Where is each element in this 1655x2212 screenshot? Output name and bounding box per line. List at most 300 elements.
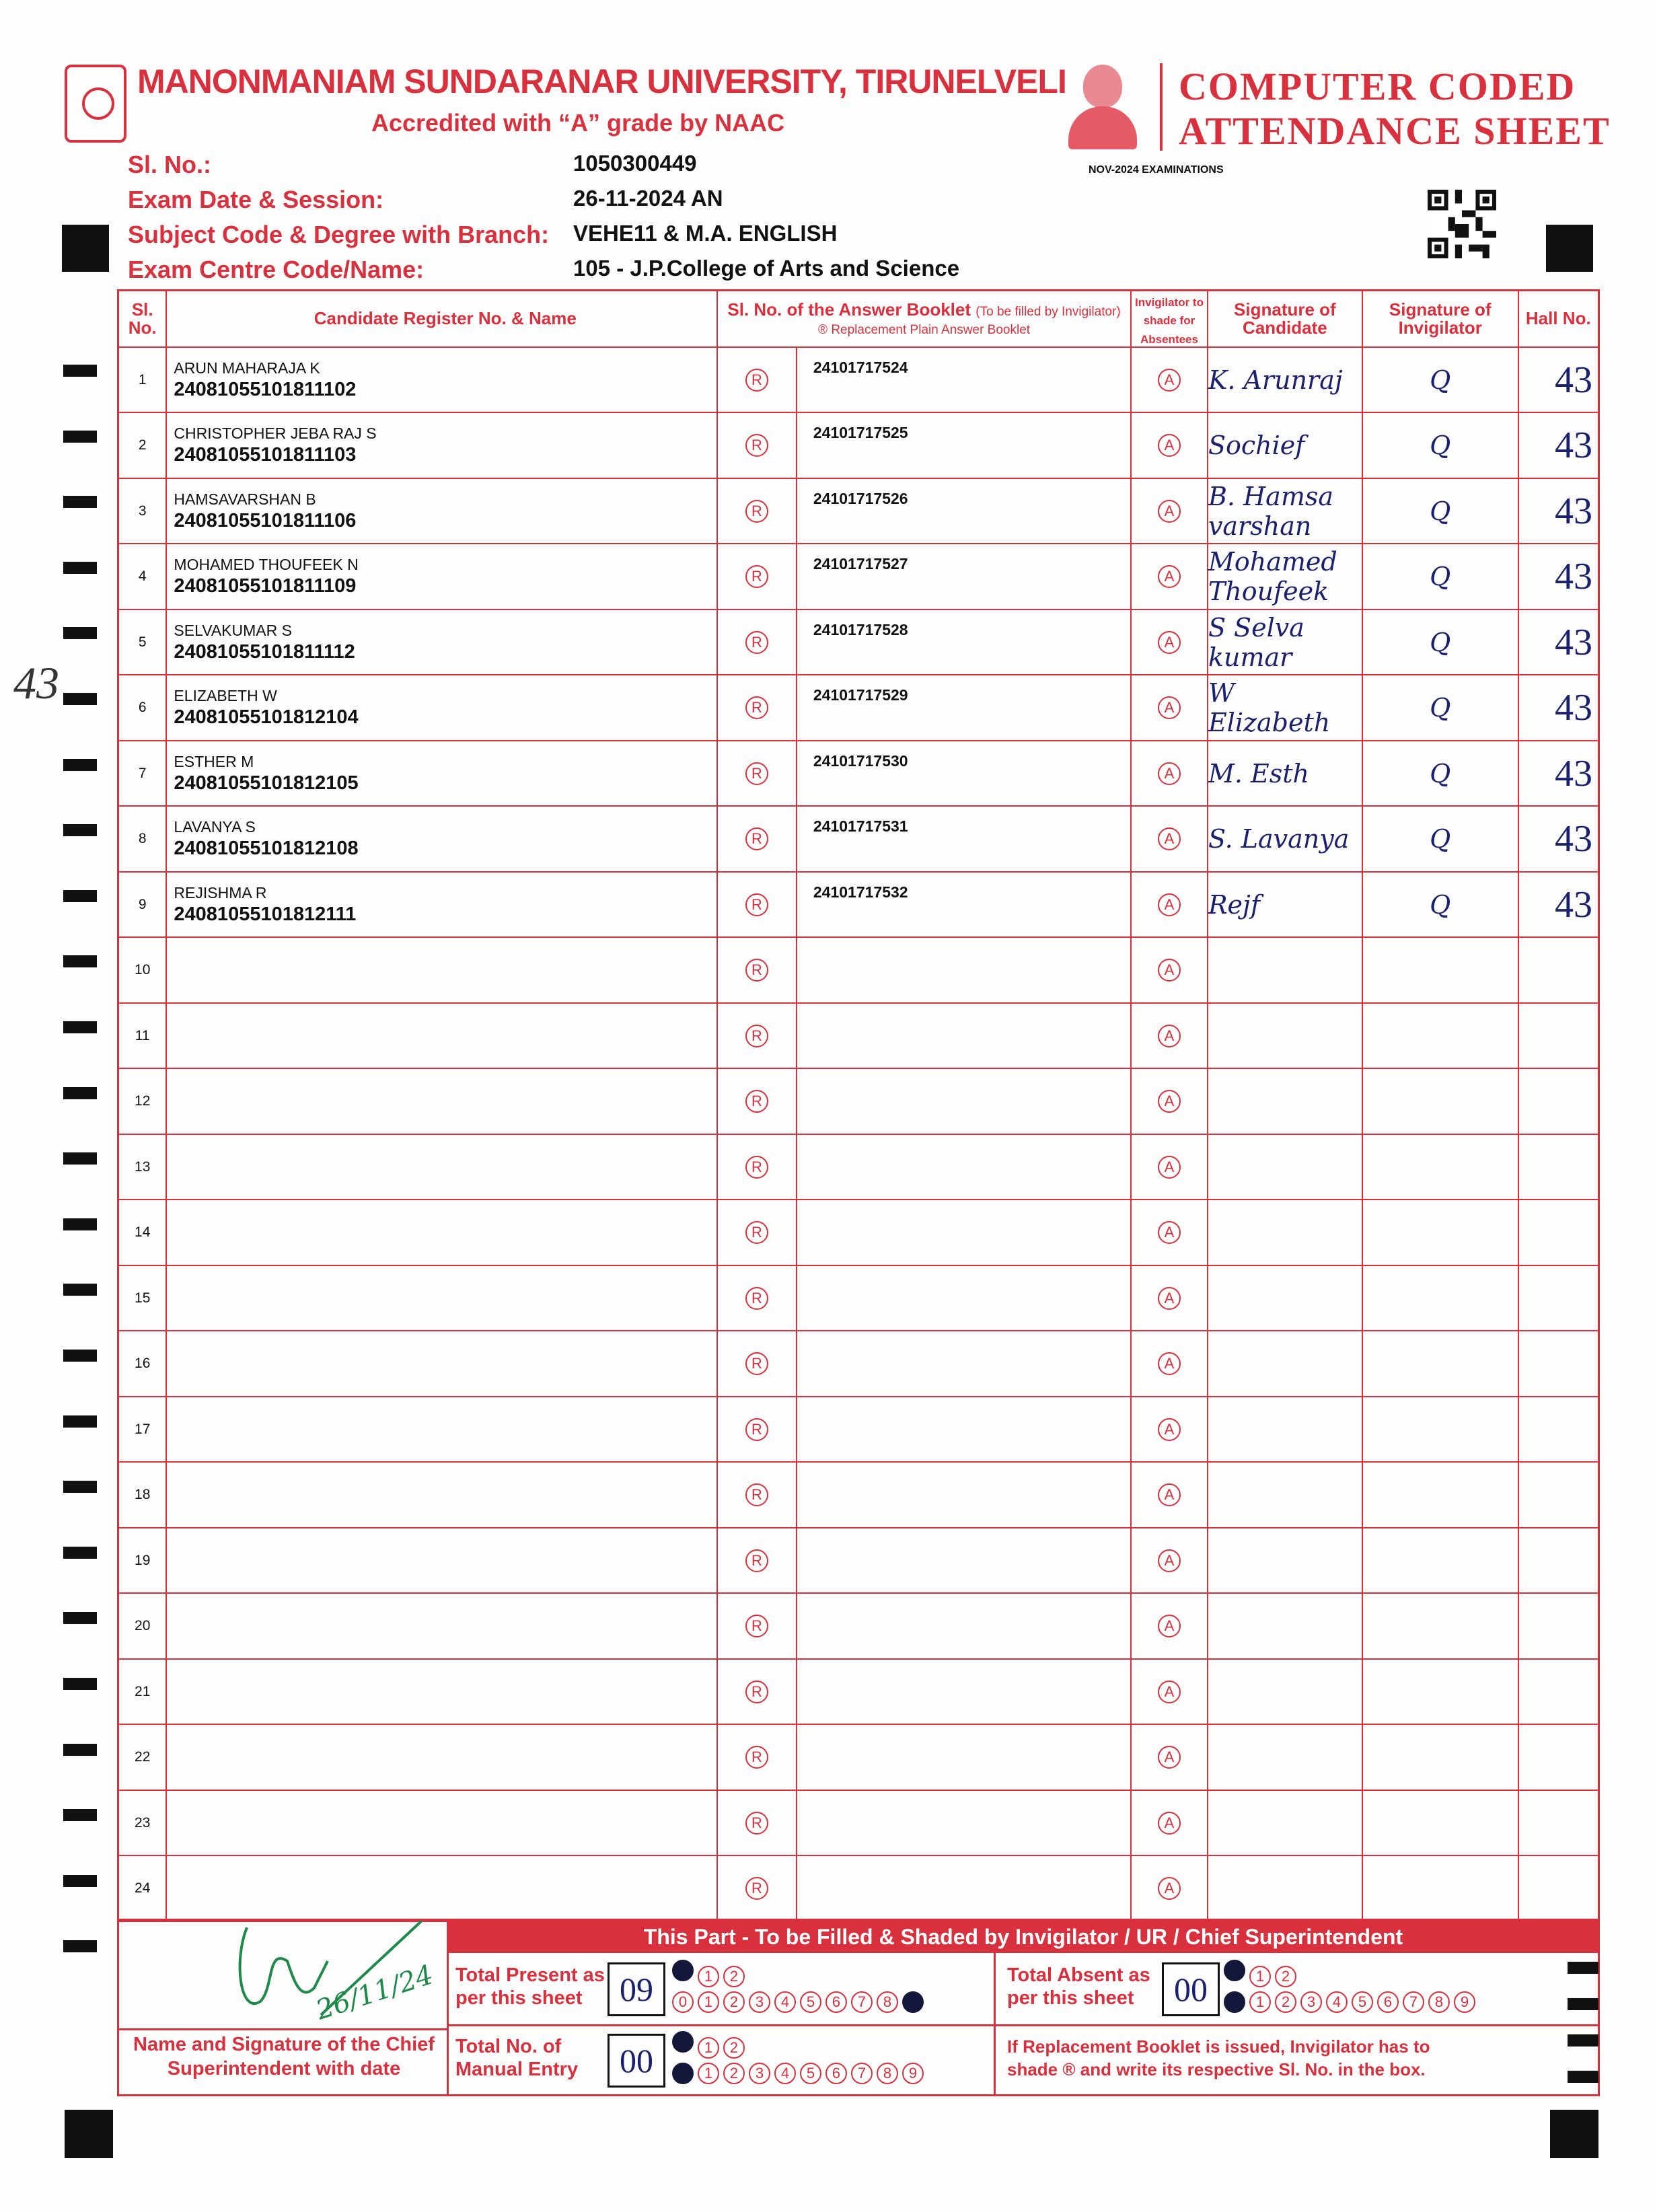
digit-bubble[interactable] xyxy=(1224,1960,1245,1981)
replacement-bubble-cell[interactable] xyxy=(717,1724,797,1790)
hall-no xyxy=(1518,1593,1599,1659)
table-row xyxy=(118,1068,1599,1134)
replacement-bubble-cell[interactable] xyxy=(717,1462,797,1528)
digit-bubble[interactable]: 9 xyxy=(1454,1991,1475,2013)
absentee-bubble-cell[interactable] xyxy=(1131,1134,1208,1200)
row-sl-no: 15 xyxy=(118,1265,167,1331)
replacement-bubble[interactable]: R xyxy=(745,1549,768,1572)
absentee-bubble[interactable]: A xyxy=(1158,762,1181,785)
candidate-signature xyxy=(1208,1003,1362,1069)
replacement-bubble[interactable]: R xyxy=(745,434,768,457)
accreditation-text: Accredited with “A” grade by NAAC xyxy=(371,109,785,137)
replacement-bubble-cell[interactable] xyxy=(717,544,797,610)
manual-entry-box[interactable]: 00 xyxy=(608,2034,665,2088)
header-name: Candidate Register No. & Name xyxy=(166,291,717,347)
replacement-bubble[interactable]: R xyxy=(745,1090,768,1113)
row-sl-no: 20 xyxy=(118,1593,167,1659)
invigilator-signature xyxy=(1362,1331,1518,1397)
timing-mark xyxy=(63,1809,97,1821)
table-row xyxy=(118,806,1599,872)
digit-bubble[interactable]: 8 xyxy=(877,2063,898,2084)
replacement-bubble[interactable]: R xyxy=(745,959,768,982)
replacement-bubble-cell[interactable] xyxy=(717,741,797,807)
candidate-signature xyxy=(1208,1265,1362,1331)
replacement-bubble-cell[interactable] xyxy=(717,1331,797,1397)
absentee-bubble-cell[interactable] xyxy=(1131,1068,1208,1134)
hall-no: 43 xyxy=(1518,478,1599,544)
row-candidate xyxy=(166,1790,717,1856)
replacement-note: If Replacement Booklet is issued, Invigilator has to shade ® and write its respective Sl. No. in the box. xyxy=(1007,2036,1430,2079)
timing-mark xyxy=(63,1744,97,1756)
row-sl-no: 17 xyxy=(118,1397,167,1463)
absentee-bubble-cell[interactable] xyxy=(1131,1331,1208,1397)
row-candidate xyxy=(166,478,717,544)
booklet-no[interactable] xyxy=(797,1855,1131,1921)
candidate-signature xyxy=(1208,1462,1362,1528)
absentee-bubble[interactable]: A xyxy=(1158,696,1181,719)
absentee-bubble[interactable]: A xyxy=(1158,1156,1181,1179)
timing-mark xyxy=(63,1678,97,1690)
booklet-no[interactable] xyxy=(797,1134,1131,1200)
replacement-bubble[interactable]: R xyxy=(745,1221,768,1244)
chief-signature-date: 26/11/24 xyxy=(312,1959,437,2026)
invigilator-signature: Q xyxy=(1362,478,1518,544)
absentee-bubble[interactable]: A xyxy=(1158,959,1181,982)
booklet-no[interactable] xyxy=(797,937,1131,1003)
row-candidate xyxy=(166,610,717,675)
absentee-bubble-cell[interactable] xyxy=(1131,347,1208,413)
footer-banner: This Part - To be Filled & Shaded by Invigilator / UR / Chief Superintendent xyxy=(449,1921,1598,1953)
replacement-bubble-cell[interactable] xyxy=(717,1659,797,1725)
absentee-bubble[interactable]: A xyxy=(1158,1090,1181,1113)
digit-bubble[interactable]: 1 xyxy=(698,1991,719,2013)
table-row xyxy=(118,1724,1599,1790)
absentee-bubble[interactable]: A xyxy=(1158,1287,1181,1310)
exam-date-label: Exam Date & Session: xyxy=(128,186,384,213)
replacement-bubble-cell[interactable] xyxy=(717,610,797,675)
row-candidate xyxy=(166,347,717,413)
registration-mark xyxy=(1550,2110,1598,2158)
absentee-bubble[interactable]: A xyxy=(1158,893,1181,916)
booklet-no[interactable] xyxy=(797,1200,1131,1265)
row-candidate xyxy=(166,1659,717,1725)
table-header-row xyxy=(118,291,1599,347)
replacement-bubble-cell[interactable] xyxy=(717,412,797,478)
row-sl-no: 11 xyxy=(118,1003,167,1069)
booklet-no[interactable] xyxy=(797,1724,1131,1790)
row-sl-no: 9 xyxy=(118,872,167,938)
replacement-bubble[interactable]: R xyxy=(745,500,768,523)
absentee-bubble[interactable]: A xyxy=(1158,1221,1181,1244)
replacement-bubble[interactable]: R xyxy=(745,893,768,916)
absentee-bubble[interactable]: A xyxy=(1158,565,1181,588)
absentee-bubble[interactable]: A xyxy=(1158,1877,1181,1900)
booklet-no[interactable] xyxy=(797,1593,1131,1659)
header-sig-candidate: Signature of Candidate xyxy=(1208,291,1362,347)
replacement-bubble-cell[interactable] xyxy=(717,937,797,1003)
replacement-bubble[interactable]: R xyxy=(745,631,768,654)
row-candidate xyxy=(166,544,717,610)
digit-bubble[interactable]: 1 xyxy=(698,1966,719,1987)
replacement-bubble-cell[interactable] xyxy=(717,1134,797,1200)
table-row xyxy=(118,1659,1599,1725)
hall-no xyxy=(1518,1462,1599,1528)
total-present-bubbles[interactable] xyxy=(672,1960,928,2013)
absentee-bubble[interactable]: A xyxy=(1158,1681,1181,1703)
absentee-bubble-cell[interactable] xyxy=(1131,1462,1208,1528)
absentee-bubble[interactable]: A xyxy=(1158,1549,1181,1572)
absentee-bubble-cell[interactable] xyxy=(1131,1790,1208,1856)
hall-no xyxy=(1518,1724,1599,1790)
manual-entry-bubbles[interactable] xyxy=(672,2031,928,2084)
absentee-bubble[interactable]: A xyxy=(1158,631,1181,654)
row-candidate xyxy=(166,806,717,872)
digit-bubble[interactable]: 0 xyxy=(672,1991,694,2013)
absentee-bubble[interactable]: A xyxy=(1158,1352,1181,1375)
digit-bubble[interactable]: 9 xyxy=(902,2063,924,2084)
replacement-bubble[interactable]: R xyxy=(745,1877,768,1900)
row-sl-no: 24 xyxy=(118,1855,167,1921)
hall-no xyxy=(1518,1528,1599,1594)
digit-bubble[interactable]: 8 xyxy=(1428,1991,1450,2013)
digit-bubble[interactable]: 2 xyxy=(723,1991,745,2013)
candidate-signature: K. Arunraj xyxy=(1208,347,1362,413)
absentee-bubble-cell[interactable] xyxy=(1131,937,1208,1003)
hall-no: 43 xyxy=(1518,675,1599,741)
sheet-title-line1: COMPUTER CODED xyxy=(1179,65,1576,108)
digit-bubble[interactable] xyxy=(672,1960,694,1981)
digit-bubble[interactable]: 6 xyxy=(1377,1991,1399,2013)
digit-bubble[interactable]: 1 xyxy=(698,2063,719,2084)
replacement-bubble[interactable]: R xyxy=(745,1483,768,1506)
invigilator-signature xyxy=(1362,1462,1518,1528)
digit-bubble[interactable]: 5 xyxy=(800,1991,821,2013)
replacement-bubble-cell[interactable] xyxy=(717,347,797,413)
table-row xyxy=(118,1528,1599,1594)
replacement-bubble[interactable]: R xyxy=(745,1287,768,1310)
total-absent-label: Total Absent as per this sheet xyxy=(1007,1964,1150,2009)
row-sl-no: 10 xyxy=(118,937,167,1003)
booklet-no[interactable] xyxy=(797,1462,1131,1528)
candidate-signature: S. Lavanya xyxy=(1208,806,1362,872)
digit-bubble[interactable]: 1 xyxy=(698,2037,719,2059)
booklet-no[interactable] xyxy=(797,1659,1131,1725)
digit-bubble[interactable]: 4 xyxy=(1326,1991,1348,2013)
replacement-bubble[interactable]: R xyxy=(745,1352,768,1375)
header-absent: Invigilator to shade for Absentees xyxy=(1131,291,1208,347)
hall-no xyxy=(1518,1331,1599,1397)
total-present-label: Total Present as per this sheet xyxy=(455,1964,605,2009)
absentee-bubble[interactable]: A xyxy=(1158,369,1181,392)
absentee-bubble-cell[interactable] xyxy=(1131,1593,1208,1659)
absentee-bubble-cell[interactable] xyxy=(1131,1659,1208,1725)
candidate-reg-no: 24081055101812111 xyxy=(174,903,357,925)
candidate-signature: S Selva kumar xyxy=(1208,610,1362,675)
digit-bubble[interactable]: 3 xyxy=(749,2063,770,2084)
candidate-reg-no: 24081055101811103 xyxy=(174,444,357,466)
invigilator-signature xyxy=(1362,1528,1518,1594)
table-row xyxy=(118,412,1599,478)
table-row xyxy=(118,1397,1599,1463)
replacement-bubble-cell[interactable] xyxy=(717,1200,797,1265)
absentee-bubble[interactable]: A xyxy=(1158,827,1181,850)
digit-bubble[interactable]: 2 xyxy=(723,2037,745,2059)
row-candidate xyxy=(166,741,717,807)
booklet-no[interactable]: 24101717526 xyxy=(797,478,1131,544)
booklet-no[interactable] xyxy=(797,1397,1131,1463)
replacement-bubble[interactable]: R xyxy=(745,1156,768,1179)
absentee-bubble-cell[interactable] xyxy=(1131,1003,1208,1069)
replacement-bubble-cell[interactable] xyxy=(717,1855,797,1921)
replacement-bubble[interactable]: R xyxy=(745,1812,768,1835)
digit-bubble[interactable]: 7 xyxy=(851,1991,873,2013)
candidate-signature xyxy=(1208,1659,1362,1725)
qr-code-icon xyxy=(1428,190,1496,258)
absentee-bubble-cell[interactable] xyxy=(1131,1724,1208,1790)
absentee-bubble-cell[interactable] xyxy=(1131,610,1208,675)
booklet-no[interactable]: 24101717530 xyxy=(797,741,1131,807)
booklet-no[interactable]: 24101717525 xyxy=(797,412,1131,478)
row-sl-no: 22 xyxy=(118,1724,167,1790)
digit-bubble[interactable]: 5 xyxy=(1352,1991,1373,2013)
replacement-bubble[interactable]: R xyxy=(745,1418,768,1441)
registration-mark xyxy=(1546,225,1593,272)
replacement-bubble-cell[interactable] xyxy=(717,1003,797,1069)
invigilator-signature xyxy=(1362,1003,1518,1069)
row-sl-no: 23 xyxy=(118,1790,167,1856)
booklet-no[interactable] xyxy=(797,1003,1131,1069)
replacement-bubble-cell[interactable] xyxy=(717,1068,797,1134)
table-row xyxy=(118,1593,1599,1659)
row-candidate xyxy=(166,675,717,741)
digit-bubble[interactable]: 2 xyxy=(723,1966,745,1987)
replacement-bubble-cell[interactable] xyxy=(717,1790,797,1856)
header-sl: Sl. No. xyxy=(118,291,167,347)
row-sl-no: 13 xyxy=(118,1134,167,1200)
candidate-reg-no: 24081055101811106 xyxy=(174,509,357,531)
candidate-name: ESTHER M xyxy=(174,752,254,770)
timing-mark xyxy=(63,759,97,771)
replacement-bubble-cell[interactable] xyxy=(717,1265,797,1331)
absentee-bubble[interactable]: A xyxy=(1158,434,1181,457)
timing-mark xyxy=(63,693,97,705)
absentee-bubble-cell[interactable] xyxy=(1131,1200,1208,1265)
replacement-bubble[interactable]: R xyxy=(745,827,768,850)
invigilator-signature xyxy=(1362,1724,1518,1790)
caption-divider xyxy=(119,2028,449,2030)
timing-mark xyxy=(63,1875,97,1887)
row-sl-no: 19 xyxy=(118,1528,167,1594)
hall-no: 43 xyxy=(1518,610,1599,675)
digit-bubble[interactable]: 8 xyxy=(877,1991,898,2013)
booklet-no[interactable] xyxy=(797,1790,1131,1856)
table-row xyxy=(118,544,1599,610)
title-divider xyxy=(1160,63,1163,151)
row-sl-no: 1 xyxy=(118,347,167,413)
invigilator-signature xyxy=(1362,1397,1518,1463)
digit-bubble[interactable]: 6 xyxy=(825,2063,847,2084)
absentee-bubble[interactable]: A xyxy=(1158,1746,1181,1769)
booklet-no[interactable]: 24101717528 xyxy=(797,610,1131,675)
table-row xyxy=(118,1790,1599,1856)
absentee-bubble[interactable]: A xyxy=(1158,1812,1181,1835)
absentee-bubble[interactable]: A xyxy=(1158,500,1181,523)
digit-bubble[interactable]: 1 xyxy=(1249,1991,1271,2013)
replacement-bubble-cell[interactable] xyxy=(717,872,797,938)
row-candidate xyxy=(166,1003,717,1069)
absentee-bubble-cell[interactable] xyxy=(1131,1528,1208,1594)
hall-no xyxy=(1518,1397,1599,1463)
replacement-bubble-cell[interactable] xyxy=(717,1528,797,1594)
booklet-no[interactable]: 24101717527 xyxy=(797,544,1131,610)
row-sl-no: 3 xyxy=(118,478,167,544)
digit-bubble[interactable]: 6 xyxy=(825,1991,847,2013)
replacement-bubble[interactable]: R xyxy=(745,369,768,392)
digit-bubble[interactable]: 3 xyxy=(749,1991,770,2013)
total-present-box[interactable]: 09 xyxy=(608,1962,665,2016)
hall-no: 43 xyxy=(1518,347,1599,413)
absentee-bubble-cell[interactable] xyxy=(1131,412,1208,478)
absentee-bubble-cell[interactable] xyxy=(1131,544,1208,610)
digit-bubble[interactable] xyxy=(902,1991,924,2013)
candidate-signature xyxy=(1208,1724,1362,1790)
row-candidate xyxy=(166,1265,717,1331)
absentee-bubble-cell[interactable] xyxy=(1131,478,1208,544)
timing-mark xyxy=(63,1940,97,1952)
university-name: MANONMANIAM SUNDARANAR UNIVERSITY, TIRUNELVELI xyxy=(137,63,1066,100)
candidate-signature: Mohamed Thoufeek xyxy=(1208,544,1362,610)
manual-entry-label: Total No. of Manual Entry xyxy=(455,2036,579,2080)
total-absent-bubbles[interactable] xyxy=(1224,1960,1479,2013)
replacement-bubble-cell[interactable] xyxy=(717,1593,797,1659)
footer-divider xyxy=(449,2024,1598,2026)
invigilator-signature xyxy=(1362,1593,1518,1659)
table-row xyxy=(118,872,1599,938)
digit-bubble[interactable]: 1 xyxy=(1249,1966,1271,1987)
row-candidate xyxy=(166,1068,717,1134)
row-sl-no: 4 xyxy=(118,544,167,610)
sheet-header xyxy=(0,0,1655,283)
header-replacement: ® Replacement Plain Answer Booklet xyxy=(818,322,1031,337)
absentee-bubble-cell[interactable] xyxy=(1131,806,1208,872)
absentee-bubble[interactable]: A xyxy=(1158,1025,1181,1047)
booklet-no[interactable] xyxy=(797,1331,1131,1397)
candidate-signature xyxy=(1208,1331,1362,1397)
exam-date-value: 26-11-2024 AN xyxy=(573,186,723,211)
registration-mark xyxy=(62,225,109,272)
replacement-bubble[interactable]: R xyxy=(745,1025,768,1047)
hall-no xyxy=(1518,1659,1599,1725)
table-row xyxy=(118,1200,1599,1265)
timing-mark xyxy=(63,1021,97,1033)
replacement-bubble[interactable]: R xyxy=(745,565,768,588)
header-booklet-note: (To be filled by Invigilator) xyxy=(976,304,1121,319)
table-row xyxy=(118,478,1599,544)
digit-bubble[interactable]: 2 xyxy=(723,2063,745,2084)
digit-bubble[interactable]: 7 xyxy=(1403,1991,1424,2013)
total-absent-box[interactable]: 00 xyxy=(1162,1962,1220,2016)
digit-bubble[interactable]: 5 xyxy=(800,2063,821,2084)
table-row xyxy=(118,675,1599,741)
invigilator-signature: Q xyxy=(1362,872,1518,938)
booklet-no[interactable]: 24101717524 xyxy=(797,347,1131,413)
candidate-name: MOHAMED THOUFEEK N xyxy=(174,556,359,574)
booklet-no[interactable]: 24101717531 xyxy=(797,806,1131,872)
subject-label: Subject Code & Degree with Branch: xyxy=(128,221,550,248)
replacement-bubble-cell[interactable] xyxy=(717,478,797,544)
absentee-bubble[interactable]: A xyxy=(1158,1483,1181,1506)
replacement-bubble[interactable]: R xyxy=(745,762,768,785)
table-row xyxy=(118,1265,1599,1331)
absentee-bubble-cell[interactable] xyxy=(1131,1397,1208,1463)
invigilator-signature xyxy=(1362,1855,1518,1921)
hall-no xyxy=(1518,1200,1599,1265)
replacement-bubble[interactable]: R xyxy=(745,1681,768,1703)
booklet-no[interactable] xyxy=(797,1265,1131,1331)
candidate-name: SELVAKUMAR S xyxy=(174,621,292,639)
digit-bubble[interactable]: 4 xyxy=(774,1991,796,2013)
absentee-bubble-cell[interactable] xyxy=(1131,1265,1208,1331)
digit-bubble[interactable]: 2 xyxy=(1275,1991,1296,2013)
row-sl-no: 8 xyxy=(118,806,167,872)
digit-bubble[interactable]: 2 xyxy=(1275,1966,1296,1987)
digit-bubble[interactable]: 3 xyxy=(1300,1991,1322,2013)
replacement-bubble-cell[interactable] xyxy=(717,806,797,872)
row-sl-no: 14 xyxy=(118,1200,167,1265)
replacement-bubble-cell[interactable] xyxy=(717,1397,797,1463)
booklet-no[interactable] xyxy=(797,1068,1131,1134)
booklet-no[interactable]: 24101717529 xyxy=(797,675,1131,741)
absentee-bubble[interactable]: A xyxy=(1158,1615,1181,1637)
row-candidate xyxy=(166,1331,717,1397)
subject-value: VEHE11 & M.A. ENGLISH xyxy=(573,221,838,246)
candidate-reg-no: 24081055101812104 xyxy=(174,706,359,729)
digit-bubble[interactable] xyxy=(672,2031,694,2053)
absentee-bubble[interactable]: A xyxy=(1158,1418,1181,1441)
replacement-bubble[interactable]: R xyxy=(745,1615,768,1637)
candidate-name: CHRISTOPHER JEBA RAJ S xyxy=(174,425,377,443)
attendance-rows xyxy=(118,347,1599,1921)
invigilator-signature xyxy=(1362,937,1518,1003)
absentee-bubble-cell[interactable] xyxy=(1131,741,1208,807)
replacement-bubble[interactable]: R xyxy=(745,696,768,719)
booklet-no[interactable]: 24101717532 xyxy=(797,872,1131,938)
digit-bubble[interactable]: 4 xyxy=(774,2063,796,2084)
invigilator-signature: Q xyxy=(1362,544,1518,610)
candidate-signature: Sochief xyxy=(1208,412,1362,478)
replacement-bubble[interactable]: R xyxy=(745,1746,768,1769)
row-candidate xyxy=(166,1724,717,1790)
absentee-bubble-cell[interactable] xyxy=(1131,1855,1208,1921)
row-candidate xyxy=(166,412,717,478)
candidate-signature: B. Hamsa varshan xyxy=(1208,478,1362,544)
digit-bubble[interactable] xyxy=(1224,1991,1245,2013)
margin-note: 43 xyxy=(13,657,59,708)
centre-value: 105 - J.P.College of Arts and Science xyxy=(573,256,960,281)
candidate-reg-no: 24081055101811109 xyxy=(174,575,357,597)
invigilator-signature: Q xyxy=(1362,675,1518,741)
digit-bubble[interactable]: 7 xyxy=(851,2063,873,2084)
booklet-no[interactable] xyxy=(797,1528,1131,1594)
header-booklet-title: Sl. No. of the Answer Booklet xyxy=(727,299,971,320)
candidate-signature xyxy=(1208,1134,1362,1200)
absentee-bubble-cell[interactable] xyxy=(1131,675,1208,741)
absentee-bubble-cell[interactable] xyxy=(1131,872,1208,938)
digit-bubble[interactable] xyxy=(672,2063,694,2084)
table-row xyxy=(118,1003,1599,1069)
table-row xyxy=(118,610,1599,675)
replacement-bubble-cell[interactable] xyxy=(717,675,797,741)
